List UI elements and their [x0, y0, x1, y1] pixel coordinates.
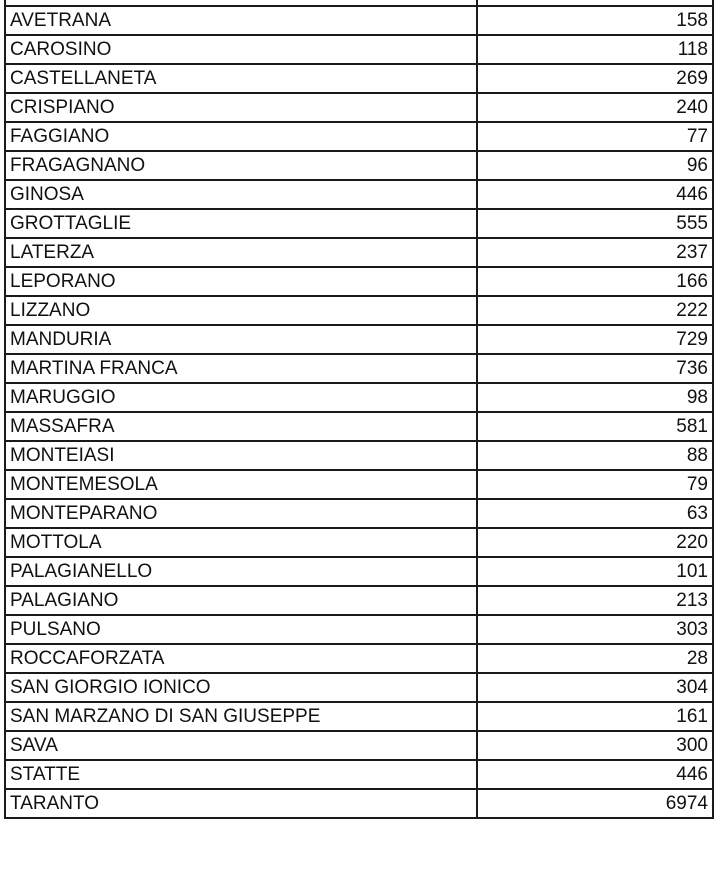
table-body	[5, 0, 713, 818]
municipality-name-cell: FAGGIANO	[5, 122, 477, 151]
value-cell: 118	[477, 35, 713, 64]
municipality-name-cell: ROCCAFORZATA	[5, 644, 477, 673]
municipality-name-cell: FRAGAGNANO	[5, 151, 477, 180]
municipality-name-cell: CASTELLANETA	[5, 64, 477, 93]
table-row	[5, 35, 713, 64]
municipality-name-cell: PALAGIANO	[5, 586, 477, 615]
table-row	[5, 412, 713, 441]
municipality-name-cell: MARTINA FRANCA	[5, 354, 477, 383]
table-row	[5, 615, 713, 644]
value-cell: 213	[477, 586, 713, 615]
municipality-name-cell: MANDURIA	[5, 325, 477, 354]
table-row	[5, 470, 713, 499]
municipality-name-cell: LEPORANO	[5, 267, 477, 296]
table-row	[5, 6, 713, 35]
value-cell: 96	[477, 151, 713, 180]
table-row	[5, 760, 713, 789]
value-cell: 269	[477, 64, 713, 93]
municipality-name-cell: LIZZANO	[5, 296, 477, 325]
municipality-name-cell: TARANTO	[5, 789, 477, 818]
municipality-name-cell: PULSANO	[5, 615, 477, 644]
value-cell: 555	[477, 209, 713, 238]
value-cell: 220	[477, 528, 713, 557]
table-row	[5, 93, 713, 122]
table-row	[5, 296, 713, 325]
value-cell: 77	[477, 122, 713, 151]
value-cell: 304	[477, 673, 713, 702]
municipality-name-cell: GINOSA	[5, 180, 477, 209]
value-cell: 729	[477, 325, 713, 354]
municipality-name-cell: CAROSINO	[5, 35, 477, 64]
table-row	[5, 499, 713, 528]
municipality-name-cell: GROTTAGLIE	[5, 209, 477, 238]
municipality-name-cell: SAN GIORGIO IONICO	[5, 673, 477, 702]
table-row	[5, 151, 713, 180]
table-row	[5, 238, 713, 267]
table-row	[5, 122, 713, 151]
value-cell: 6974	[477, 789, 713, 818]
table-row	[5, 209, 713, 238]
value-cell: 240	[477, 93, 713, 122]
table-row	[5, 180, 713, 209]
table-row	[5, 325, 713, 354]
municipality-table	[4, 0, 714, 819]
value-cell: 166	[477, 267, 713, 296]
value-cell: 222	[477, 296, 713, 325]
value-cell: 161	[477, 702, 713, 731]
value-cell: 446	[477, 760, 713, 789]
value-cell: 63	[477, 499, 713, 528]
municipality-name-cell: MONTEMESOLA	[5, 470, 477, 499]
municipality-name-cell: AVETRANA	[5, 6, 477, 35]
table-row	[5, 586, 713, 615]
table-row	[5, 731, 713, 760]
table-row	[5, 673, 713, 702]
table-row	[5, 557, 713, 586]
municipality-name-cell: SAN MARZANO DI SAN GIUSEPPE	[5, 702, 477, 731]
table-row	[5, 354, 713, 383]
value-cell: 98	[477, 383, 713, 412]
value-cell: 300	[477, 731, 713, 760]
municipality-name-cell: SAVA	[5, 731, 477, 760]
table-row	[5, 789, 713, 818]
municipality-name-cell: MONTEPARANO	[5, 499, 477, 528]
municipality-name-cell: MASSAFRA	[5, 412, 477, 441]
value-cell: 158	[477, 6, 713, 35]
table-row	[5, 267, 713, 296]
table-row	[5, 644, 713, 673]
value-cell: 88	[477, 441, 713, 470]
table-row	[5, 64, 713, 93]
value-cell: 446	[477, 180, 713, 209]
value-cell: 28	[477, 644, 713, 673]
table-row	[5, 441, 713, 470]
municipality-name-cell: MOTTOLA	[5, 528, 477, 557]
table-row	[5, 528, 713, 557]
municipality-name-cell: LATERZA	[5, 238, 477, 267]
municipality-name-cell: PALAGIANELLO	[5, 557, 477, 586]
municipality-name-cell: MARUGGIO	[5, 383, 477, 412]
value-cell: 237	[477, 238, 713, 267]
value-cell: 79	[477, 470, 713, 499]
value-cell: 303	[477, 615, 713, 644]
municipality-name-cell: MONTEIASI	[5, 441, 477, 470]
table-row	[5, 702, 713, 731]
municipality-name-cell: STATTE	[5, 760, 477, 789]
value-cell: 581	[477, 412, 713, 441]
table-row	[5, 383, 713, 412]
value-cell: 101	[477, 557, 713, 586]
value-cell: 736	[477, 354, 713, 383]
municipality-name-cell: CRISPIANO	[5, 93, 477, 122]
